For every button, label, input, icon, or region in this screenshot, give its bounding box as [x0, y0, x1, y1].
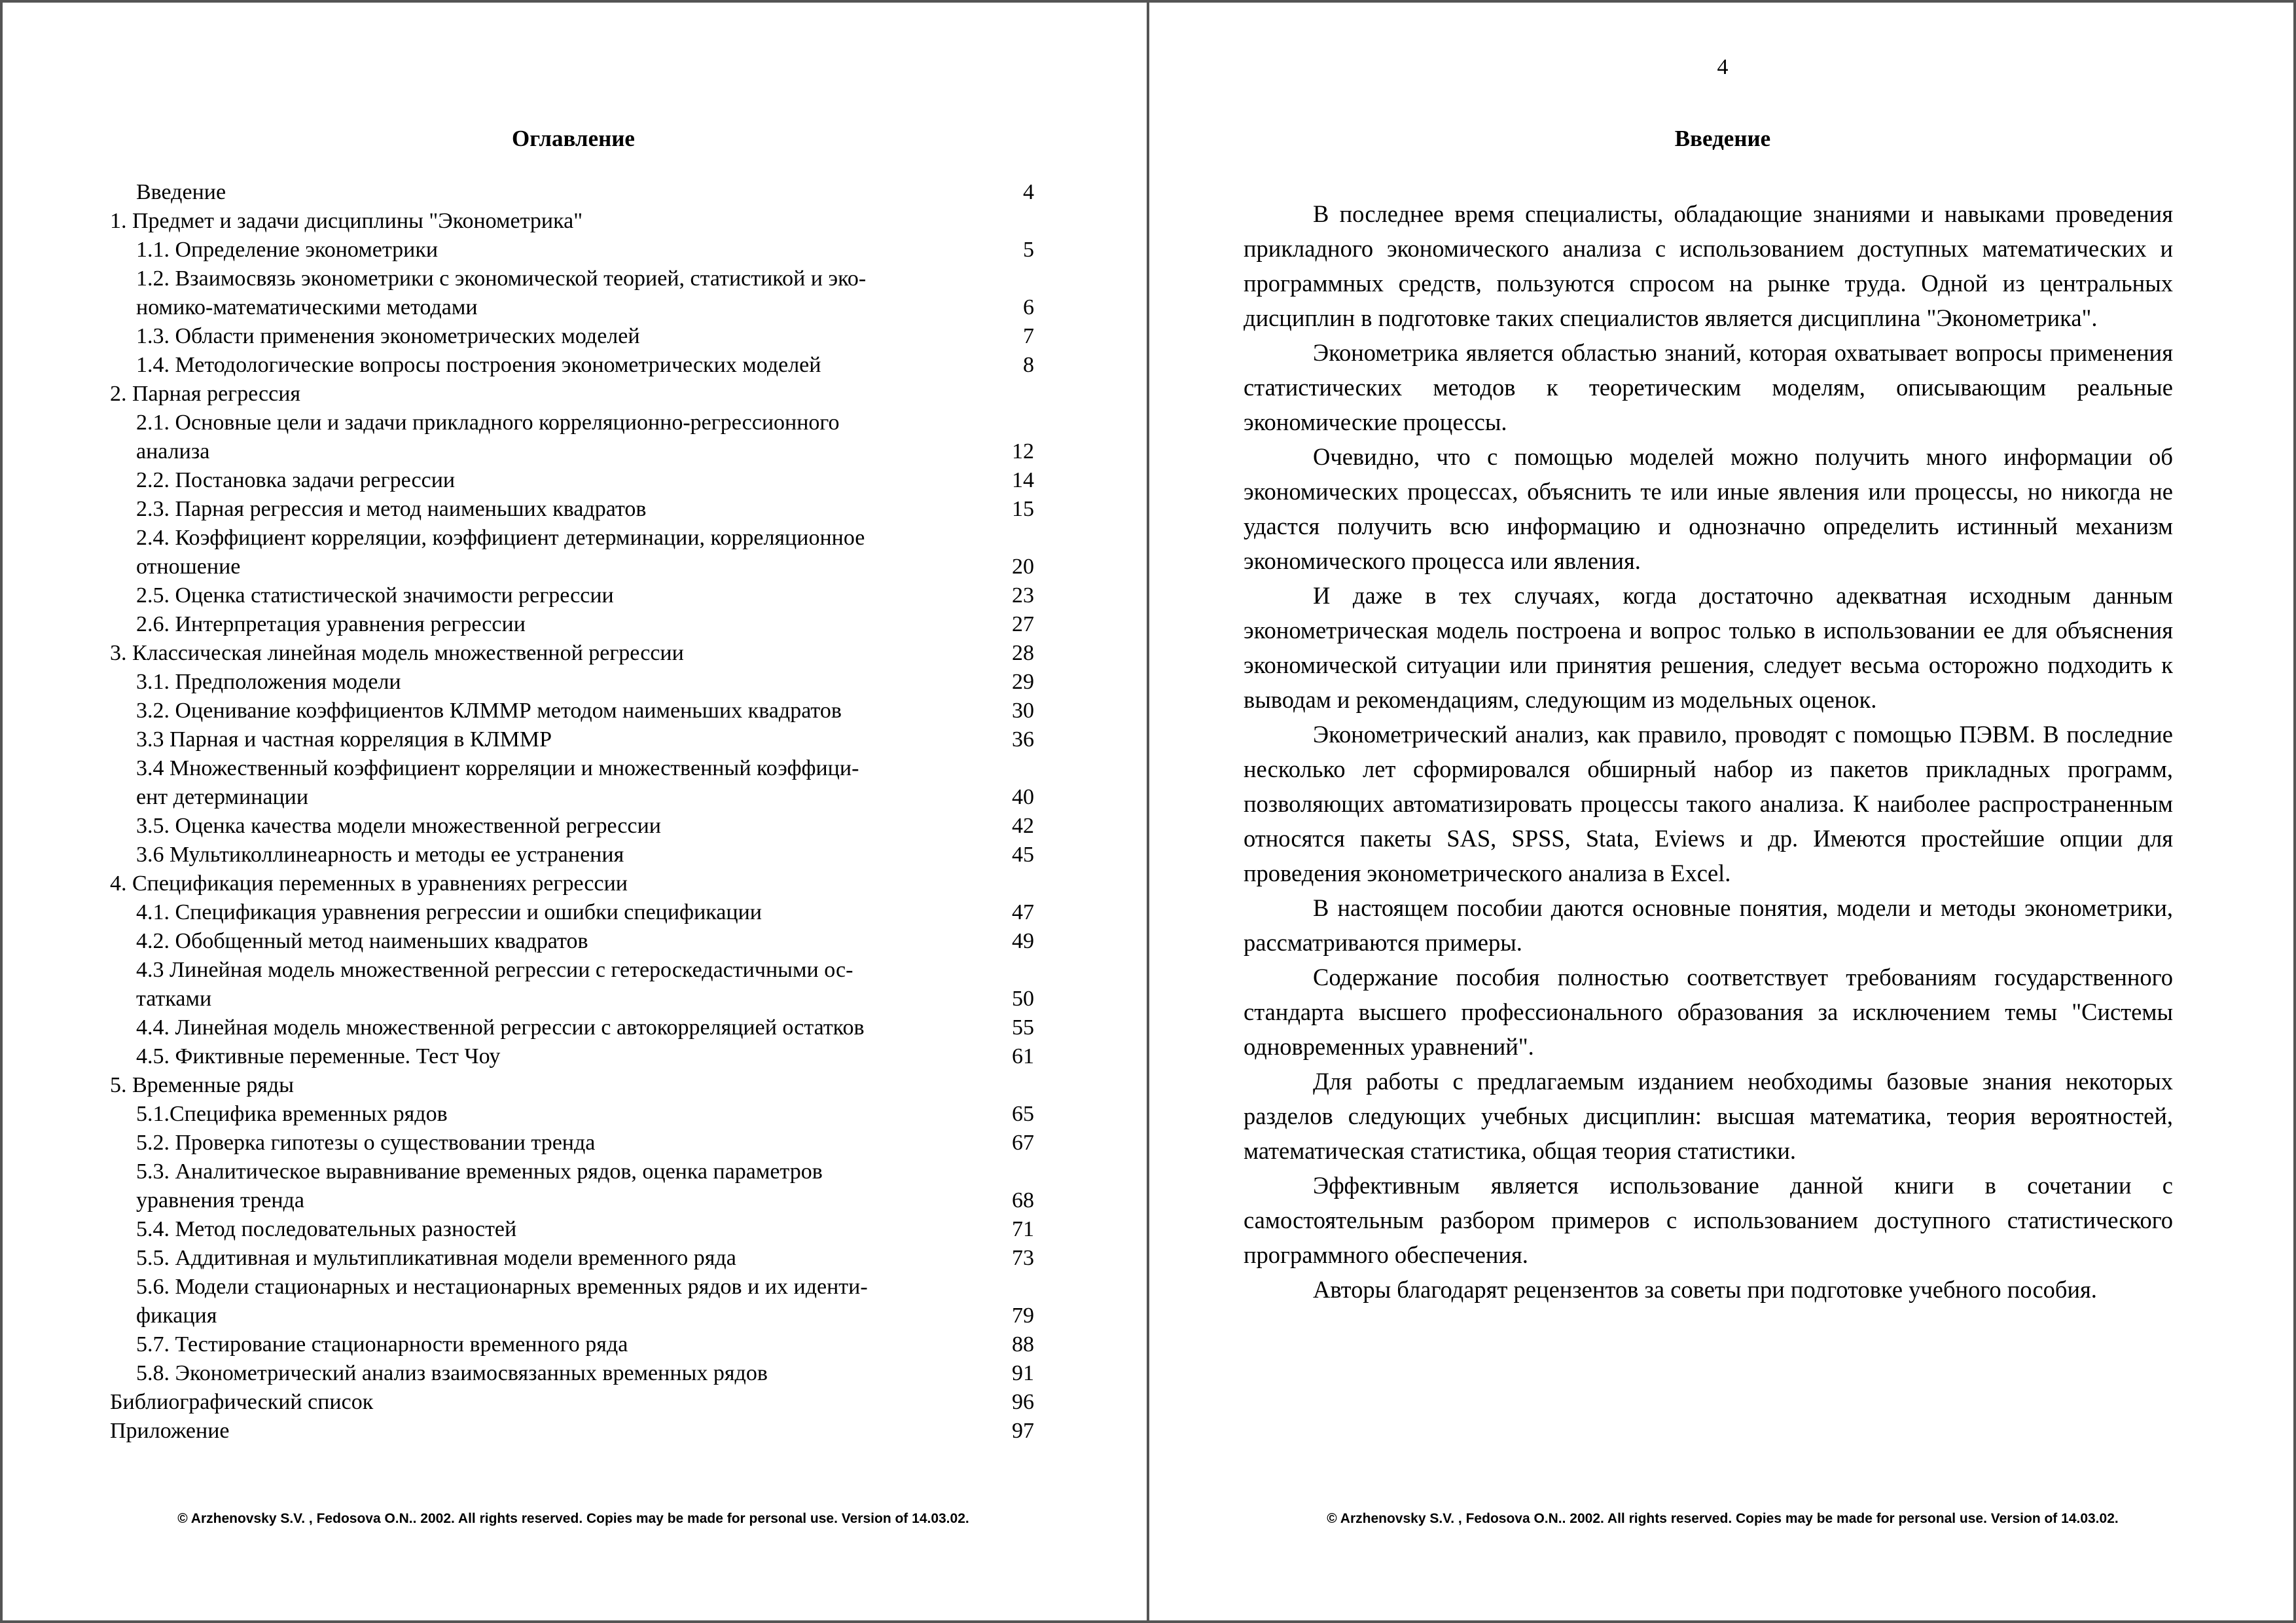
toc-entry-page: 49: [1012, 929, 1034, 953]
toc-entry: [110, 207, 1034, 236]
toc-entry-page: 45: [1012, 843, 1034, 867]
toc-entry: [110, 1042, 1034, 1071]
toc-entry-line: анализа: [136, 439, 210, 464]
toc-entry-line: 3.2. Оценивание коэффициентов КЛММР методом наименьших квадратов: [136, 699, 842, 723]
toc-entry-title: [110, 812, 995, 841]
toc-entry-page: 67: [1012, 1131, 1034, 1155]
toc-entry-line: 1.4. Методологические вопросы построения эконометрических моделей: [136, 353, 821, 377]
left-page: [0, 0, 1147, 1623]
toc-entry-page: 36: [1012, 727, 1034, 752]
toc-entry-title: [110, 927, 995, 956]
toc-entry: [110, 1013, 1034, 1042]
toc-entry: [110, 1417, 1034, 1446]
toc-entry-line: 3.4 Множественный коэффициент корреляции и множественный коэффици-: [136, 756, 859, 780]
toc-entry: [110, 639, 1034, 668]
toc-entry-page: 88: [1012, 1332, 1034, 1357]
toc-entry-line: ент детерминации: [136, 785, 309, 809]
intro-paragraph: Эффективным является использование данной книги в сочетании с самостоятельным разбором примеров с использованием доступного статистического программного обеспечения.: [1244, 1172, 2173, 1268]
intro-paragraph: Эконометрика является областью знаний, которая охватывает вопросы применения статистических методов к теоретическим моделям, описывающим реальные экономические процессы.: [1244, 339, 2173, 435]
toc-entry-line: номико-математическими методами: [136, 295, 478, 319]
toc-entry-line: 3.5. Оценка качества модели множественной регрессии: [136, 814, 662, 838]
toc-entry-line: уравнения тренда: [136, 1188, 304, 1213]
toc-entry-page: 4: [1023, 180, 1034, 204]
toc-entry-page: 55: [1012, 1015, 1034, 1040]
intro-paragraph: Эконометрический анализ, как правило, проводят с помощью ПЭВМ. В последние несколько лет сформировался обширный набор из пакетов прикладных программ, позволяющих автоматизировать процессы такого анализа. К наиболее распространенным относятся пакеты SAS, SPSS, Stata, Eviews и др. Имеются простейшие опции для проведения эконометрического анализа в Excel.: [1244, 721, 2173, 886]
toc-entry-line: 2.4. Коэффициент корреляции, коэффициент детерминации, корреляционное: [136, 526, 865, 550]
toc-entry-page: 47: [1012, 900, 1034, 924]
toc-entry: [110, 1100, 1034, 1129]
toc-entry-page: 61: [1012, 1044, 1034, 1068]
toc-entry-line: 3. Классическая линейная модель множественной регрессии: [110, 641, 684, 665]
toc-entry: [110, 1215, 1034, 1244]
toc-entry-title: [110, 264, 995, 322]
toc-entry-line: 5.5. Аддитивная и мультипликативная модели временного ряда: [136, 1246, 736, 1270]
toc-entry-title: [110, 639, 995, 668]
toc-entry-title: [110, 1244, 995, 1273]
toc-entry: [110, 236, 1034, 264]
toc-entry-title: [110, 1388, 995, 1417]
toc-entry: [110, 178, 1034, 207]
toc-entry-title: [110, 1273, 995, 1330]
toc-entry: [110, 1158, 1034, 1215]
toc-entry-page: 27: [1012, 612, 1034, 636]
toc-entry-title: [110, 1100, 995, 1129]
toc-entry-title: [110, 956, 995, 1013]
intro-paragraph: Содержание пособия полностью соответствует требованиям государственного стандарта высшего профессионального образования за исключением темы "Системы одновременных уравнений".: [1244, 964, 2173, 1060]
table-of-contents: [110, 178, 1034, 1446]
toc-entry: [110, 524, 1034, 581]
toc-entry-title: [110, 869, 995, 898]
toc-heading: Оглавление: [512, 126, 635, 151]
toc-entry-page: 20: [1012, 555, 1034, 579]
toc-entry-page: 7: [1023, 324, 1034, 348]
toc-entry-page: 73: [1012, 1246, 1034, 1270]
toc-entry-page: 30: [1012, 699, 1034, 723]
toc-entry-title: [110, 322, 995, 351]
toc-entry-title: [110, 754, 995, 812]
page-number: 4: [1717, 55, 1729, 79]
toc-entry-title: [110, 466, 995, 495]
toc-entry-page: 28: [1012, 641, 1034, 665]
toc-entry-line: 1.1. Определение эконометрики: [136, 238, 439, 262]
toc-entry-line: Приложение: [110, 1419, 230, 1443]
toc-entry-page: 6: [1023, 295, 1034, 319]
toc-entry-line: 5.8. Эконометрический анализ взаимосвязанных временных рядов: [136, 1361, 768, 1385]
toc-entry: [110, 1388, 1034, 1417]
toc-entry-line: 3.3 Парная и частная корреляция в КЛММР: [136, 727, 552, 752]
intro-paragraph: И даже в тех случаях, когда достаточно адекватная исходным данным эконометрическая модель построена и вопрос только в использовании ее для объяснения экономической ситуации или принятия решения, следует весьма осторожно подходить к выводам и рекомендациям, следующим из модельных оценок.: [1244, 582, 2173, 713]
toc-entry-page: 42: [1012, 814, 1034, 838]
toc-entry-line: 2.5. Оценка статистической значимости регрессии: [136, 583, 614, 608]
toc-entry-title: [110, 1013, 995, 1042]
toc-entry-line: 5.6. Модели стационарных и нестационарных временных рядов и их иденти-: [136, 1275, 868, 1299]
toc-entry-page: 96: [1012, 1390, 1034, 1414]
toc-entry-line: 3.1. Предположения модели: [136, 670, 401, 694]
toc-entry-title: [110, 1330, 995, 1359]
toc-entry: [110, 322, 1034, 351]
toc-entry-line: 2.1. Основные цели и задачи прикладного корреляционно-регрессионного: [136, 410, 840, 435]
toc-entry-title: [110, 380, 995, 409]
toc-entry: [110, 1273, 1034, 1330]
toc-entry-page: 91: [1012, 1361, 1034, 1385]
toc-entry-title: [110, 524, 995, 581]
toc-entry: [110, 409, 1034, 466]
toc-entry: [110, 812, 1034, 841]
intro-paragraph: В настоящем пособии даются основные понятия, модели и методы эконометрики, рассматриваются примеры.: [1244, 894, 2173, 956]
toc-entry-title: [110, 1071, 995, 1100]
toc-entry-line: 1.3. Области применения эконометрических моделей: [136, 324, 640, 348]
toc-entry-line: 4.2. Обобщенный метод наименьших квадратов: [136, 929, 588, 953]
toc-entry-title: [110, 495, 995, 524]
toc-entry: [110, 1359, 1034, 1388]
toc-entry-line: 2.3. Парная регрессия и метод наименьших квадратов: [136, 497, 647, 521]
toc-entry-title: [110, 409, 995, 466]
toc-entry-line: 2. Парная регрессия: [110, 382, 301, 406]
toc-entry: [110, 668, 1034, 697]
toc-entry-title: [110, 1215, 995, 1244]
toc-entry-title: [110, 178, 995, 207]
right-page: [1149, 0, 2296, 1623]
toc-entry-title: [110, 1042, 995, 1071]
toc-entry: [110, 725, 1034, 754]
introduction-text: [1244, 196, 2173, 1307]
intro-paragraph: Очевидно, что с помощью моделей можно получить много информации об экономических процессах, объяснить те или иные явления или процессы, но никогда не удастся получить всю информацию и однозначно определить истинный механизм экономического процесса или явления.: [1244, 443, 2173, 574]
intro-paragraph: Авторы благодарят рецензентов за советы при подготовке учебного пособия.: [1313, 1276, 2097, 1303]
toc-entry-page: 29: [1012, 670, 1034, 694]
toc-entry: [110, 351, 1034, 380]
toc-entry-page: 79: [1012, 1304, 1034, 1328]
intro-paragraph: В последнее время специалисты, обладающие знаниями и навыками проведения прикладного экономического анализа с использованием доступных математических и программных средств, пользуются спросом на рынке труда. Одной из центральных дисциплин в подготовке таких специалистов является дисциплина "Эконометрика".: [1244, 200, 2173, 331]
toc-entry-line: Введение: [136, 180, 226, 204]
toc-entry: [110, 927, 1034, 956]
toc-entry-line: 5.7. Тестирование стационарности временного ряда: [136, 1332, 628, 1357]
toc-entry: [110, 1244, 1034, 1273]
toc-entry-line: 5. Временные ряды: [110, 1073, 294, 1097]
toc-entry-title: [110, 841, 995, 869]
toc-entry: [110, 610, 1034, 639]
toc-entry-line: 4.1. Спецификация уравнения регрессии и ошибки спецификации: [136, 900, 762, 924]
toc-entry: [110, 466, 1034, 495]
toc-entry-page: 71: [1012, 1217, 1034, 1241]
toc-entry-line: 5.1.Специфика временных рядов: [136, 1102, 448, 1126]
toc-entry-line: 1. Предмет и задачи дисциплины "Эконометрика": [110, 209, 583, 233]
toc-entry-page: 97: [1012, 1419, 1034, 1443]
toc-entry-line: 3.6 Мультиколлинеарность и методы ее устранения: [136, 843, 624, 867]
toc-entry-line: 4. Спецификация переменных в уравнениях регрессии: [110, 871, 628, 896]
toc-entry-page: 5: [1023, 238, 1034, 262]
toc-entry-page: 23: [1012, 583, 1034, 608]
toc-entry-line: татками: [136, 987, 212, 1011]
toc-entry: [110, 1129, 1034, 1158]
toc-entry-page: 65: [1012, 1102, 1034, 1126]
toc-entry-line: фикация: [136, 1304, 217, 1328]
toc-entry-page: 50: [1012, 987, 1034, 1011]
toc-entry: [110, 898, 1034, 927]
toc-entry: [110, 581, 1034, 610]
intro-heading: Введение: [1674, 126, 1771, 151]
toc-entry-page: 14: [1012, 468, 1034, 492]
toc-entry-line: отношение: [136, 555, 241, 579]
toc-entry: [110, 1071, 1034, 1100]
toc-entry-line: 1.2. Взаимосвязь эконометрики с экономической теорией, статистикой и эко-: [136, 266, 867, 291]
toc-entry-title: [110, 1158, 995, 1215]
toc-entry: [110, 495, 1034, 524]
toc-entry-page: 40: [1012, 785, 1034, 809]
toc-entry: [110, 1330, 1034, 1359]
toc-entry-page: 68: [1012, 1188, 1034, 1213]
toc-entry: [110, 841, 1034, 869]
toc-entry-title: [110, 668, 995, 697]
toc-entry: [110, 264, 1034, 322]
copyright-footer-left: © Arzhenovsky S.V. , Fedosova O.N.. 2002. All rights reserved. Copies may be made for personal use. Version of 14.03.02.: [177, 1511, 969, 1526]
toc-entry: [110, 754, 1034, 812]
toc-entry-title: [110, 236, 995, 264]
toc-entry-line: 4.4. Линейная модель множественной регрессии с автокорреляцией остатков: [136, 1015, 865, 1040]
toc-entry-page: 12: [1012, 439, 1034, 464]
toc-entry: [110, 380, 1034, 409]
toc-entry-title: [110, 610, 995, 639]
toc-entry-line: 2.6. Интерпретация уравнения регрессии: [136, 612, 526, 636]
toc-entry: [110, 697, 1034, 725]
toc-entry: [110, 869, 1034, 898]
toc-entry-title: [110, 581, 995, 610]
toc-entry-line: 4.3 Линейная модель множественной регрессии с гетероскедастичными ос-: [136, 958, 853, 982]
copyright-footer-right: © Arzhenovsky S.V. , Fedosova O.N.. 2002. All rights reserved. Copies may be made for personal use. Version of 14.03.02.: [1327, 1511, 2119, 1526]
toc-entry-page: 8: [1023, 353, 1034, 377]
toc-entry-title: [110, 1417, 995, 1446]
toc-entry-line: Библиографический список: [110, 1390, 374, 1414]
toc-entry-title: [110, 725, 995, 754]
toc-entry-title: [110, 207, 995, 236]
toc-entry-line: 4.5. Фиктивные переменные. Тест Чоу: [136, 1044, 501, 1068]
toc-entry-line: 5.3. Аналитическое выравнивание временных рядов, оценка параметров: [136, 1159, 823, 1184]
toc-entry-line: 5.2. Проверка гипотезы о существовании тренда: [136, 1131, 596, 1155]
toc-entry-title: [110, 1129, 995, 1158]
toc-entry-title: [110, 898, 995, 927]
toc-entry-title: [110, 1359, 995, 1388]
intro-paragraph: Для работы с предлагаемым изданием необходимы базовые знания некоторых разделов следующих учебных дисциплин: высшая математика, теория вероятностей, математическая статистика, общая теория статистики.: [1244, 1068, 2173, 1164]
toc-entry-page: 15: [1012, 497, 1034, 521]
toc-entry-line: 2.2. Постановка задачи регрессии: [136, 468, 456, 492]
toc-entry-title: [110, 351, 995, 380]
toc-entry: [110, 956, 1034, 1013]
toc-entry-line: 5.4. Метод последовательных разностей: [136, 1217, 517, 1241]
toc-entry-title: [110, 697, 995, 725]
